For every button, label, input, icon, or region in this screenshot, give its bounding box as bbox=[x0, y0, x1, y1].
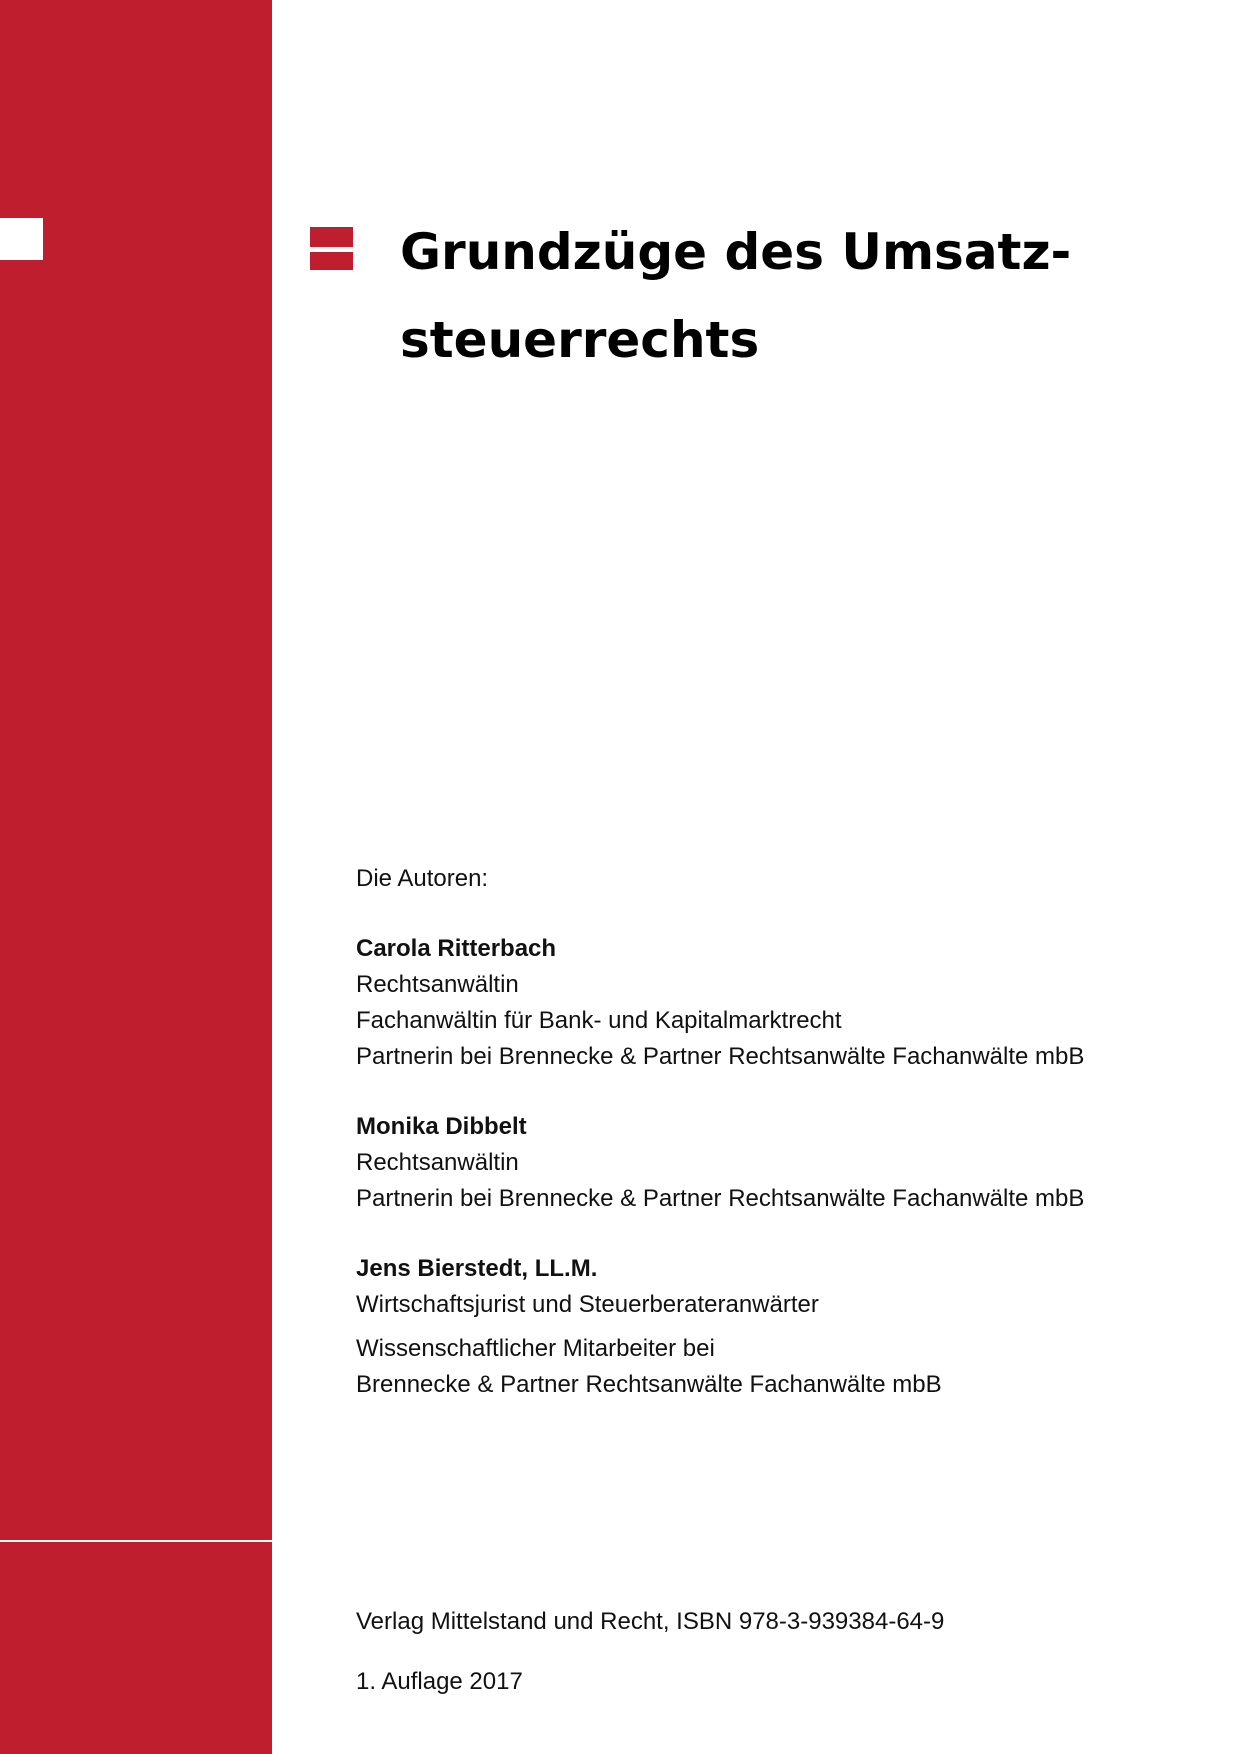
title-marker-bottom-bar bbox=[310, 252, 353, 270]
author-affiliation: Partnerin bei Brennecke & Partner Rechtsanwälte Fachanwälte mbB bbox=[356, 1185, 1085, 1212]
author-block bbox=[356, 1251, 1216, 1403]
publisher-section bbox=[356, 1604, 1216, 1700]
authors-section bbox=[356, 861, 1216, 1437]
author-name: Carola Ritterbach bbox=[356, 935, 557, 962]
author-name: Monika Dibbelt bbox=[356, 1113, 527, 1140]
sidebar-band bbox=[0, 0, 272, 1754]
author-role: Wirtschaftsjurist und Steuerberateranwärter bbox=[356, 1291, 819, 1318]
author-role: Fachanwältin für Bank- und Kapitalmarktrecht bbox=[356, 1007, 842, 1034]
author-affiliation: Brennecke & Partner Rechtsanwälte Fachanwälte mbB bbox=[356, 1371, 942, 1398]
sidebar-square-mark bbox=[0, 218, 43, 260]
author-role: Wissenschaftlicher Mitarbeiter bei bbox=[356, 1335, 715, 1362]
author-block bbox=[356, 1109, 1216, 1217]
title-line-2: steuerrechts bbox=[400, 311, 760, 369]
authors-intro: Die Autoren: bbox=[356, 865, 489, 892]
author-block bbox=[356, 931, 1216, 1075]
author-name: Jens Bierstedt, LL.M. bbox=[356, 1255, 598, 1282]
sidebar-divider bbox=[0, 1540, 272, 1542]
title-marker-icon bbox=[310, 227, 353, 270]
author-role: Rechtsanwältin bbox=[356, 1149, 519, 1176]
author-affiliation: Partnerin bei Brennecke & Partner Rechtsanwälte Fachanwälte mbB bbox=[356, 1043, 1085, 1070]
title-marker-top-bar bbox=[310, 227, 353, 247]
title-line-1: Grundzüge des Umsatz- bbox=[400, 223, 1072, 281]
edition-info: 1. Auflage 2017 bbox=[356, 1668, 523, 1695]
page-title bbox=[400, 208, 1200, 384]
publisher-info: Verlag Mittelstand und Recht, ISBN 978-3-939384-64-9 bbox=[356, 1608, 945, 1635]
author-role: Rechtsanwältin bbox=[356, 971, 519, 998]
